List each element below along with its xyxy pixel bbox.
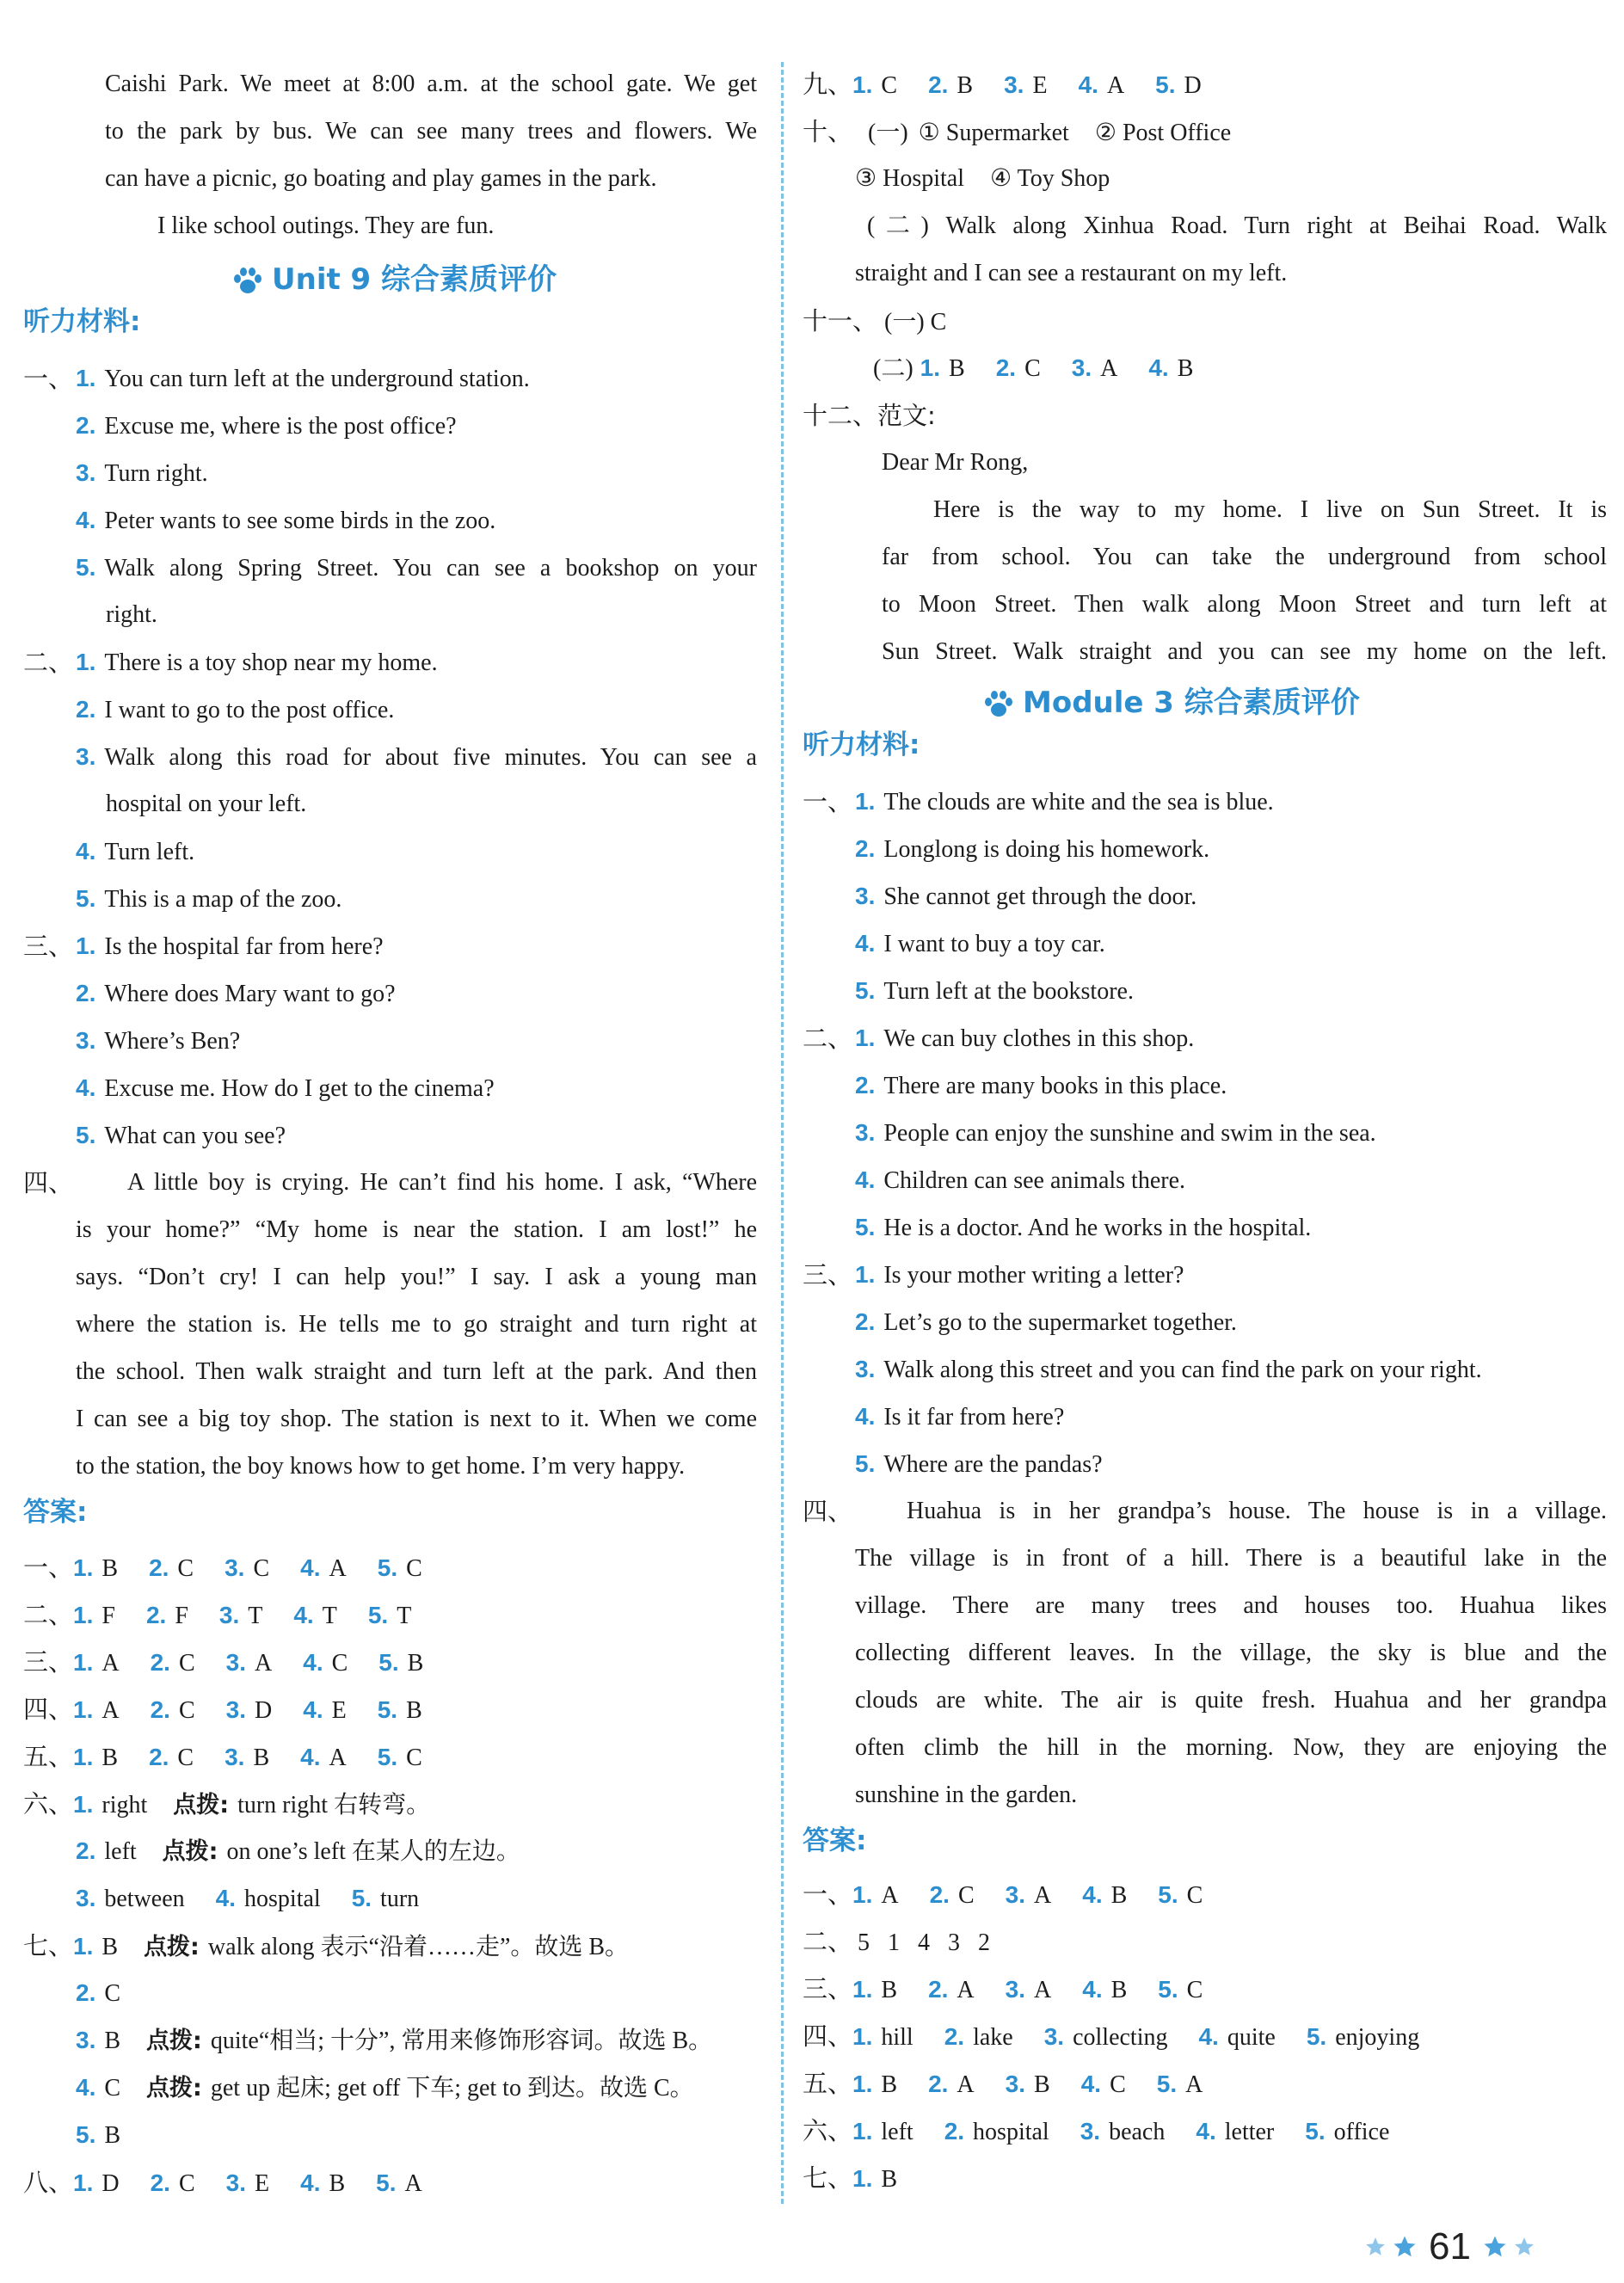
- list-item: 3. Walk along this street and you can find the park on your right.: [855, 1356, 1482, 1383]
- passage-line: collecting different leaves. In the village, the sky is blue and the: [855, 1640, 1607, 1666]
- passage-line: says. “Don’t cry! I can help you!” I say. I ask a young man: [76, 1264, 757, 1290]
- list-item: 1. You can turn left at the underground station.: [76, 365, 530, 392]
- answer-row-q10-2: ③ Hospital ④ Toy Shop: [855, 165, 1110, 192]
- section-label: 一、: [23, 364, 74, 393]
- module3-heading: Module 3 综合素质评价: [983, 681, 1360, 724]
- answer-row-q6-2: 2. left 点拨: on one’s left 在某人的左边。: [76, 1837, 520, 1865]
- intro-line: to the park by bus. We can see many trees and flowers. We: [105, 118, 757, 145]
- answer-row: 一、1. B 2. C 3. C 4. A 5. C: [23, 1553, 422, 1582]
- unit9-heading: Unit 9 综合素质评价: [232, 258, 557, 301]
- section-label: 二、: [803, 1024, 853, 1053]
- list-item: 3. Where’s Ben?: [76, 1027, 241, 1055]
- list-item: 4. Excuse me. How do I get to the cinema?: [76, 1074, 495, 1102]
- list-item: 4. Peter wants to see some birds in the zoo.: [76, 507, 496, 534]
- answers-label: 答案:: [803, 1825, 867, 1856]
- answer-row: 五、1. B 2. A 3. B 4. C 5. A: [803, 2069, 1203, 2098]
- star-icon: [1364, 2236, 1387, 2258]
- list-item: 2. Excuse me, where is the post office?: [76, 412, 457, 440]
- letter-line: Sun Street. Walk straight and you can see my home on the left.: [882, 638, 1607, 665]
- list-item: 5. Walk along Spring Street. You can see a bookshop on your: [76, 554, 757, 582]
- section-label: 三、: [23, 932, 74, 961]
- passage-line: I can see a big toy shop. The station is next to it. When we come: [76, 1406, 757, 1432]
- answer-row: 四、1. A 2. C 3. D 4. E 5. B: [23, 1695, 422, 1724]
- list-item: 4. I want to buy a toy car.: [855, 930, 1105, 957]
- letter-line: Here is the way to my home. I live on Sun Street. It is: [933, 496, 1607, 523]
- passage-line: sunshine in the garden.: [855, 1781, 1078, 1808]
- section-label: 四、: [803, 1497, 853, 1526]
- list-item: 4. Turn left.: [76, 838, 195, 865]
- star-icon: [1513, 2236, 1535, 2258]
- section-label: 二、: [23, 648, 74, 677]
- answer-row: 三、1. A 2. C 3. A 4. C 5. B: [23, 1647, 424, 1677]
- passage-line: where the station is. He tells me to go straight and turn right at: [76, 1311, 757, 1338]
- answer-row-q8: 八、1. D 2. C 3. E 4. B 5. A: [23, 2168, 422, 2197]
- answer-row: 二、1. F 2. F 3. T 4. T 5. T: [23, 1600, 412, 1629]
- list-item: 5. Turn left at the bookstore.: [855, 977, 1134, 1005]
- passage-line: to the station, the boy knows how to get home. I’m very happy.: [76, 1453, 686, 1480]
- section-label: 一、: [803, 787, 853, 816]
- star-icon: [1392, 2234, 1418, 2260]
- paw-icon: [983, 690, 1014, 719]
- list-item: 4. Is it far from here?: [855, 1403, 1065, 1431]
- section-label: 四、: [23, 1168, 74, 1197]
- answers-label: 答案:: [23, 1497, 88, 1528]
- list-item: 2. Let’s go to the supermarket together.: [855, 1308, 1237, 1336]
- list-item: 2. Where does Mary want to go?: [76, 980, 396, 1007]
- passage-line: the school. Then walk straight and turn left at the park. And then: [76, 1358, 757, 1385]
- answer-row: 四、1. hill 2. lake 3. collecting 4. quite 5. enjoying: [803, 2021, 1420, 2051]
- page-number: 61: [1429, 2225, 1471, 2268]
- list-item: 2. There are many books in this place.: [855, 1072, 1227, 1099]
- list-item: 5. Where are the pandas?: [855, 1450, 1103, 1478]
- intro-line: I like school outings. They are fun.: [157, 212, 495, 239]
- answer-row-q6-1: 六、1. right 点拨: turn right 右转弯。: [23, 1789, 431, 1818]
- list-item: 1. There is a toy shop near my home.: [76, 649, 438, 676]
- intro-line: can have a picnic, go boating and play games in the park.: [105, 165, 657, 192]
- answer-row: 六、1. left 2. hospital 3. beach 4. letter 5. office: [803, 2116, 1390, 2145]
- list-item: 1. Is your mother writing a letter?: [855, 1261, 1184, 1289]
- answer-row-q7-5: 5. B: [76, 2121, 121, 2149]
- list-item: 5. What can you see?: [76, 1122, 286, 1149]
- answer-row-q7-2: 2. C: [76, 1979, 121, 2007]
- list-item: 2. I want to go to the post office.: [76, 696, 395, 723]
- list-item: 4. Children can see animals there.: [855, 1166, 1186, 1194]
- answer-row-q9: 九、1. C 2. B 3. E 4. A 5. D: [803, 70, 1202, 99]
- answer-row-q7-4: 4. C 点拨: get up 起床; get off 下车; get to 到达。故选 C。: [76, 2074, 694, 2101]
- list-item: 1. Is the hospital far from here?: [76, 932, 384, 960]
- list-item-cont: right.: [106, 601, 157, 628]
- passage-line: The village is in front of a hill. There is a beautiful lake in the: [855, 1545, 1607, 1572]
- list-item: 1. The clouds are white and the sea is blue.: [855, 788, 1274, 815]
- list-item: 3. Turn right.: [76, 459, 208, 487]
- answer-row-q10-1: 十、 (一) ① Supermarket ② Post Office: [803, 117, 1232, 146]
- star-icon: [1482, 2234, 1508, 2260]
- section-label: 十二、范文:: [803, 401, 936, 430]
- list-item: 2. Longlong is doing his homework.: [855, 835, 1210, 863]
- answer-row: 一、1. A 2. C 3. A 4. B 5. C: [803, 1880, 1203, 1909]
- answer-row-q7-1: 七、1. B 点拨: walk along 表示“沿着……走”。故选 B。: [23, 1931, 630, 1960]
- passage-line: clouds are white. The air is quite fresh. Huahua and her grandpa: [855, 1687, 1607, 1714]
- answer-row-q7-3: 3. B 点拨: quite“相当; 十分”, 常用来修饰形容词。故选 B。: [76, 2027, 713, 2054]
- column-divider: [781, 62, 784, 2204]
- letter-line: to Moon Street. Then walk along Moon Street and turn left at: [882, 591, 1607, 618]
- listening-label: 听力材料:: [803, 729, 920, 760]
- answer-row: 七、1. B: [803, 2163, 898, 2193]
- intro-line: Caishi Park. We meet at 8:00 a.m. at the school gate. We get: [105, 71, 757, 97]
- passage-line: A little boy is crying. He can’t find his home. I ask, “Where: [127, 1169, 757, 1196]
- answer-row-q10-4: straight and I can see a restaurant on my left.: [855, 260, 1288, 286]
- answer-row: 五、1. B 2. C 3. B 4. A 5. C: [23, 1742, 422, 1771]
- passage-line: is your home?” “My home is near the station. I am lost!” he: [76, 1216, 757, 1243]
- listening-label: 听力材料:: [23, 306, 141, 337]
- list-item: 3. She cannot get through the door.: [855, 883, 1197, 910]
- passage-line: village. There are many trees and houses too. Huahua likes: [855, 1592, 1607, 1619]
- answer-row-q10-3: (二) Walk along Xinhua Road. Turn right at Beihai Road. Walk: [867, 212, 1607, 239]
- letter-line: far from school. You can take the underground from school: [882, 544, 1607, 570]
- page-footer: [1362, 2221, 1538, 2273]
- list-item: 1. We can buy clothes in this shop.: [855, 1025, 1195, 1052]
- answer-row-q11-2: (二) 1. B 2. C 3. A 4. B: [873, 354, 1194, 382]
- answer-row-q6-3: 3. between 4. hospital 5. turn: [76, 1885, 420, 1912]
- list-item: 3. Walk along this road for about five minutes. You can see a: [76, 743, 757, 771]
- section-label: 三、: [803, 1260, 853, 1289]
- list-item: 3. People can enjoy the sunshine and swim in the sea.: [855, 1119, 1376, 1147]
- answer-row: 二、 5 1 4 3 2: [803, 1927, 991, 1956]
- passage-line: often climb the hill in the morning. Now, they are enjoying the: [855, 1734, 1607, 1761]
- list-item: 5. This is a map of the zoo.: [76, 885, 342, 913]
- passage-line: Huahua is in her grandpa’s house. The house is in a village.: [907, 1498, 1607, 1524]
- answer-row: 三、1. B 2. A 3. A 4. B 5. C: [803, 1974, 1203, 2003]
- letter-greeting: Dear Mr Rong,: [882, 449, 1029, 476]
- list-item: 5. He is a doctor. And he works in the hospital.: [855, 1214, 1312, 1241]
- list-item-cont: hospital on your left.: [106, 791, 307, 817]
- answer-row-q11-1: 十一、 (一) C: [803, 306, 947, 335]
- paw-icon: [232, 267, 263, 296]
